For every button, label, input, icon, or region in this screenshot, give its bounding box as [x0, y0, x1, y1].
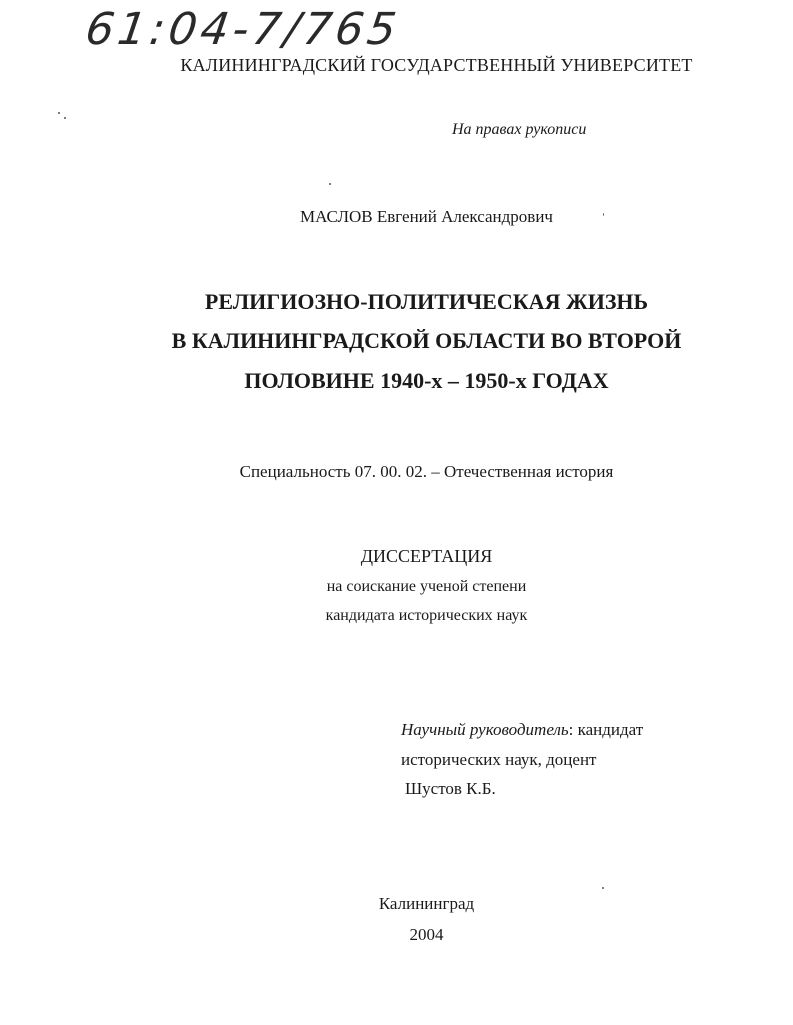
handwritten-catalog-code: 61:04-7/765: [82, 4, 404, 55]
scan-speck: [58, 112, 60, 114]
specialty: Специальность 07. 00. 02. – Отечественная история: [239, 462, 614, 481]
scan-speck: [329, 183, 331, 185]
supervisor-line-1: [401, 720, 643, 740]
supervisor-role: Научный руководитель: [401, 720, 569, 739]
supervisor-name: Шустов К.Б.: [405, 779, 496, 798]
dissertation-title-line-3: ПОЛОВИНЕ 1940-х – 1950-х ГОДАХ: [244, 368, 609, 393]
university-name: КАЛИНИНГРАДСКИЙ ГОСУДАРСТВЕННЫЙ УНИВЕРСИТЕТ: [180, 55, 693, 75]
supervisor-line-2: исторических наук, доцент: [401, 750, 597, 769]
city: Калининград: [378, 894, 475, 913]
degree-line-2: кандидата исторических наук: [325, 607, 528, 624]
scan-speck: [603, 213, 604, 216]
author-name: МАСЛОВ Евгений Александрович: [300, 207, 553, 226]
rights-note: На правах рукописи: [452, 121, 587, 138]
scan-speck: [602, 887, 604, 889]
degree-line-1: на соискание ученой степени: [326, 578, 527, 595]
dissertation-type: ДИССЕРТАЦИЯ: [360, 546, 493, 566]
supervisor-degree: : кандидат: [568, 720, 644, 739]
dissertation-title-line-1: РЕЛИГИОЗНО-ПОЛИТИЧЕСКАЯ ЖИЗНЬ: [204, 289, 649, 314]
scan-speck: [64, 117, 66, 119]
dissertation-title-line-2: В КАЛИНИНГРАДСКОЙ ОБЛАСТИ ВО ВТОРОЙ: [171, 328, 682, 353]
year: 2004: [409, 925, 444, 944]
